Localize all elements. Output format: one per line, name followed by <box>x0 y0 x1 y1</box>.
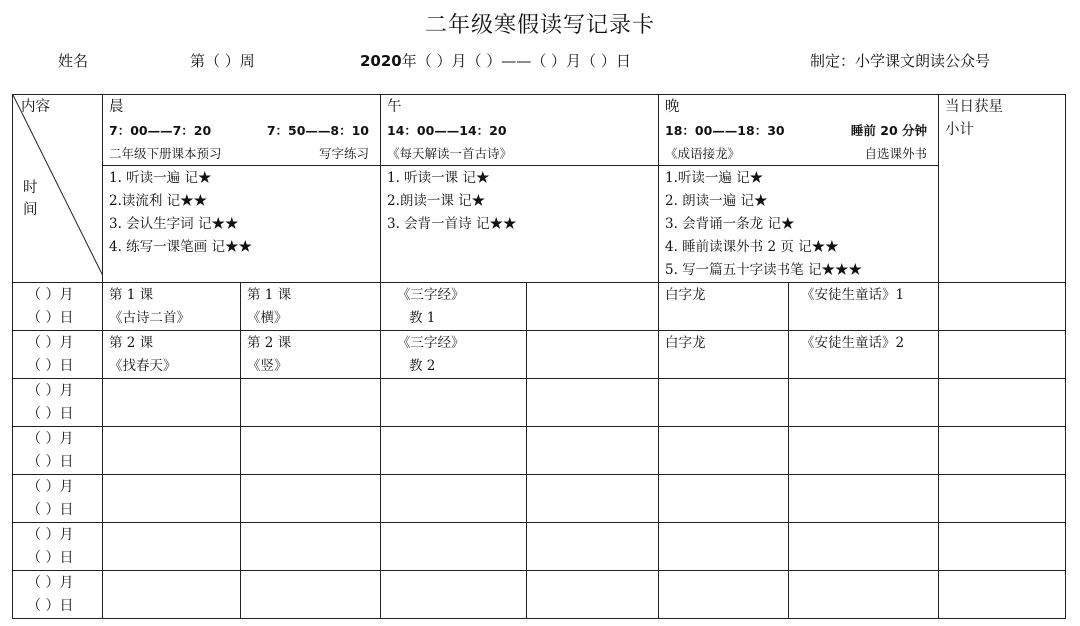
morning-entry-2[interactable] <box>241 283 381 331</box>
evening-text: 白字龙 <box>665 335 706 351</box>
evening-time2: 睡前 20 分钟 <box>850 123 928 138</box>
morning-entry-1[interactable] <box>103 475 241 523</box>
day-row <box>13 331 1066 379</box>
evening-entry-1[interactable] <box>659 379 789 427</box>
evening-entry-2[interactable] <box>789 571 939 619</box>
stars-entry[interactable] <box>939 283 1066 331</box>
rule-item: 2.读流利 记★★ <box>109 193 208 209</box>
header-row <box>13 95 1066 166</box>
noon-entry-2[interactable] <box>527 571 659 619</box>
date-cell[interactable] <box>13 427 103 475</box>
noon-entry-2[interactable] <box>527 331 659 379</box>
day-row <box>13 523 1066 571</box>
date-cell[interactable] <box>13 331 103 379</box>
noon-entry-2[interactable] <box>527 427 659 475</box>
book-title: 《三字经》 <box>397 287 465 303</box>
page-title: 二年级寒假读写记录卡 <box>424 13 655 38</box>
noon-entry-2[interactable] <box>527 379 659 427</box>
evening-book: 《安徒生童话》1 <box>801 287 905 303</box>
day-placeholder: （ ）日 <box>27 502 74 518</box>
evening-task2: 自选课外书 <box>864 146 928 161</box>
evening-entry-2[interactable] <box>789 379 939 427</box>
noon-rules <box>381 166 659 283</box>
morning-entry-1[interactable] <box>103 523 241 571</box>
day-placeholder: （ ）日 <box>27 454 74 470</box>
month-placeholder: （ ）月 <box>27 383 74 399</box>
rule-item: 2.朗读一课 记★ <box>387 193 486 209</box>
noon-entry-1[interactable] <box>381 331 527 379</box>
stars-entry[interactable] <box>939 331 1066 379</box>
evening-text: 白字龙 <box>665 287 706 303</box>
lesson-number: 第 1 课 <box>247 287 292 303</box>
morning-entry-1[interactable] <box>103 427 241 475</box>
evening-entry-1[interactable] <box>659 523 789 571</box>
lesson-title: 《横》 <box>247 310 288 326</box>
evening-entry-1[interactable] <box>659 283 789 331</box>
noon-entry-2[interactable] <box>527 475 659 523</box>
evening-entry-1[interactable] <box>659 331 789 379</box>
morning-time2: 7：50——8：10 <box>266 123 369 138</box>
date-cell[interactable] <box>13 523 103 571</box>
noon-entry-1[interactable] <box>381 283 527 331</box>
stars-line1: 当日获星 <box>945 99 1004 115</box>
lesson-number: 第 2 课 <box>247 335 292 351</box>
rule-item: 3. 会认生字词 记★★ <box>109 216 239 232</box>
rule-item: 4. 睡前读课外书 2 页 记★★ <box>665 239 839 255</box>
date-cell[interactable] <box>13 379 103 427</box>
day-placeholder: （ ）日 <box>27 358 74 374</box>
day-placeholder: （ ）日 <box>27 598 74 614</box>
month-placeholder: （ ）月 <box>27 335 74 351</box>
noon-label: 午 <box>387 99 402 115</box>
lesson-number: 第 1 课 <box>109 287 154 303</box>
evening-entry-2[interactable] <box>789 283 939 331</box>
rule-item: 1. 听读一课 记★ <box>387 170 490 186</box>
day-placeholder: （ ）日 <box>27 550 74 566</box>
day-row <box>13 283 1066 331</box>
noon-entry-1[interactable] <box>381 571 527 619</box>
rule-item: 5. 写一篇五十字读书笔 记★★★ <box>665 262 862 278</box>
day-placeholder: （ ）日 <box>27 406 74 422</box>
rule-item: 4. 练写一课笔画 记★★ <box>109 239 252 255</box>
day-row <box>13 571 1066 619</box>
book-part: 教 2 <box>409 358 436 374</box>
lesson-number: 第 2 课 <box>109 335 154 351</box>
stars-header <box>939 95 1066 283</box>
morning-header <box>103 95 381 166</box>
book-part: 教 1 <box>409 310 436 326</box>
stars-entry[interactable] <box>939 379 1066 427</box>
morning-entry-1[interactable] <box>103 379 241 427</box>
morning-time1: 7：00——7：20 <box>109 123 212 138</box>
book-title: 《三字经》 <box>397 335 465 351</box>
evening-entry-2[interactable] <box>789 331 939 379</box>
evening-entry-1[interactable] <box>659 475 789 523</box>
content-label: 内容 <box>21 99 50 115</box>
evening-time: 18：00——18：30 <box>665 123 785 138</box>
date-cell[interactable] <box>13 475 103 523</box>
name-label: 姓名 <box>58 52 89 70</box>
month-placeholder: （ ）月 <box>27 575 74 591</box>
date-range-text: 年（ ）月（ ）——（ ）月（ ）日 <box>401 52 631 70</box>
date-range <box>360 50 631 71</box>
evening-book: 《安徒生童话》2 <box>801 335 905 351</box>
lesson-title: 《竖》 <box>247 358 288 374</box>
evening-rules <box>659 166 939 283</box>
noon-time: 14：00——14：20 <box>387 123 507 138</box>
evening-entry-2[interactable] <box>789 427 939 475</box>
week-label: 第（ ）周 <box>190 52 255 70</box>
rule-item: 1.听读一遍 记★ <box>665 170 764 186</box>
corner-cell <box>13 95 103 283</box>
rule-item: 1. 听读一遍 记★ <box>109 170 212 186</box>
date-cell[interactable] <box>13 571 103 619</box>
morning-entry-1[interactable] <box>103 283 241 331</box>
day-placeholder: （ ）日 <box>27 310 74 326</box>
morning-entry-2[interactable] <box>241 379 381 427</box>
noon-entry-1[interactable] <box>381 427 527 475</box>
evening-task1: 《成语接龙》 <box>665 146 741 161</box>
lesson-title: 《找春天》 <box>109 358 177 374</box>
noon-header <box>381 95 659 166</box>
month-placeholder: （ ）月 <box>27 431 74 447</box>
morning-rules <box>103 166 381 283</box>
morning-entry-1[interactable] <box>103 571 241 619</box>
stars-entry[interactable] <box>939 475 1066 523</box>
morning-entry-2[interactable] <box>241 571 381 619</box>
noon-entry-1[interactable] <box>381 379 527 427</box>
morning-entry-2[interactable] <box>241 523 381 571</box>
evening-entry-2[interactable] <box>789 523 939 571</box>
month-placeholder: （ ）月 <box>27 287 74 303</box>
noon-task: 《每天解读一首古诗》 <box>387 146 513 161</box>
morning-entry-2[interactable] <box>241 331 381 379</box>
evening-entry-1[interactable] <box>659 571 789 619</box>
stars-line2: 小计 <box>945 122 975 138</box>
rule-item: 3. 会背诵一条龙 记★ <box>665 216 795 232</box>
morning-label: 晨 <box>109 99 124 115</box>
evening-entry-1[interactable] <box>659 427 789 475</box>
day-row <box>13 379 1066 427</box>
evening-entry-2[interactable] <box>789 475 939 523</box>
year-value: 2020 <box>360 52 402 70</box>
evening-label: 晚 <box>665 99 680 115</box>
time-label: 时间 <box>23 180 38 218</box>
day-row <box>13 475 1066 523</box>
stars-entry[interactable] <box>939 571 1066 619</box>
maker-label: 制定：小学课文朗读公众号 <box>810 52 991 70</box>
morning-entry-2[interactable] <box>241 427 381 475</box>
evening-header <box>659 95 939 166</box>
noon-entry-2[interactable] <box>527 523 659 571</box>
rules-row <box>13 166 1066 283</box>
noon-entry-1[interactable] <box>381 523 527 571</box>
noon-entry-1[interactable] <box>381 475 527 523</box>
record-table <box>12 94 1066 619</box>
morning-entry-2[interactable] <box>241 475 381 523</box>
month-placeholder: （ ）月 <box>27 527 74 543</box>
rule-item: 3. 会背一首诗 记★★ <box>387 216 517 232</box>
stars-entry[interactable] <box>939 523 1066 571</box>
lesson-title: 《古诗二首》 <box>109 310 190 326</box>
morning-task2: 写字练习 <box>318 146 369 161</box>
noon-entry-2[interactable] <box>527 283 659 331</box>
morning-entry-1[interactable] <box>103 331 241 379</box>
month-placeholder: （ ）月 <box>27 479 74 495</box>
date-cell[interactable] <box>13 283 103 331</box>
rule-item: 2. 朗读一遍 记★ <box>665 193 768 209</box>
day-row <box>13 427 1066 475</box>
morning-task1: 二年级下册课本预习 <box>109 146 222 161</box>
stars-entry[interactable] <box>939 427 1066 475</box>
